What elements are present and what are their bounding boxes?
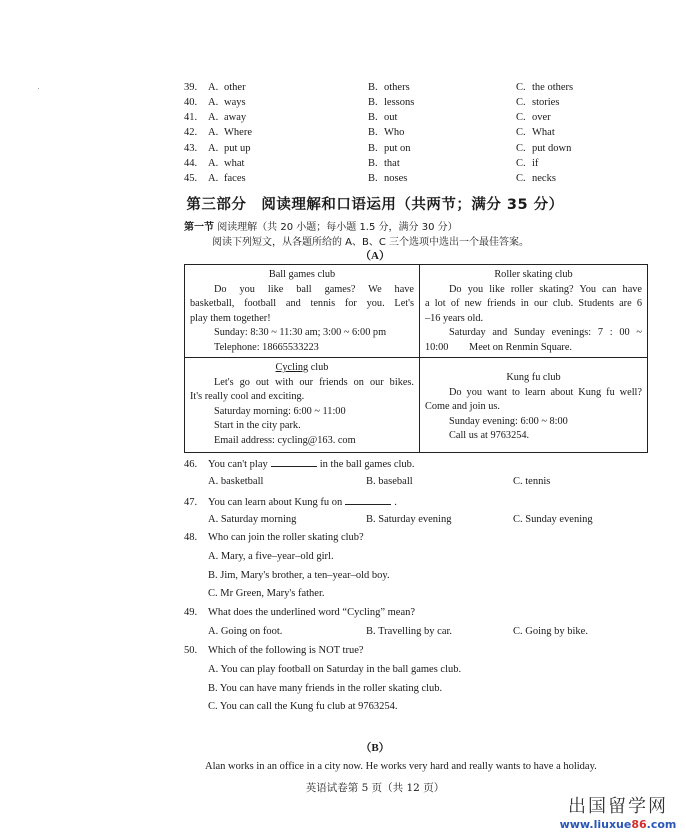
club-title: Roller skating club	[494, 269, 573, 280]
option-a: A. Saturday morning	[208, 514, 297, 525]
option-c: C. necks	[516, 173, 556, 184]
question-47: 47. You can learn about Kung fu on .	[184, 494, 397, 510]
passage-b-text: Alan works in an office in a city now. He works very hard and really wants to have a holiday.	[205, 761, 597, 772]
option-c: C. if	[516, 158, 539, 169]
option-a: A. Where	[208, 127, 252, 138]
option-b: B. out	[368, 112, 398, 123]
option-b: B. baseball	[366, 476, 413, 487]
answer-blank	[345, 494, 391, 505]
question-number: 39.	[184, 82, 198, 93]
club-schedule: Saturday morning: 6:00 ~ 11:00	[214, 405, 346, 417]
option-b: B. lessons	[368, 97, 415, 108]
club-contact: Telephone: 18665533223	[214, 341, 319, 353]
question-number: 44.	[184, 158, 198, 169]
underlined-word: Cycling	[275, 362, 309, 373]
club-location: Start in the city park.	[214, 420, 301, 432]
club-schedule: Sunday evening: 6:00 ~ 8:00	[449, 415, 568, 427]
part-heading: 第三部分 阅读理解和口语运用（共两节；满分 35 分）	[186, 197, 564, 213]
ball-games-club-cell	[185, 268, 419, 356]
clubs-table	[184, 264, 648, 453]
club-text: a lot of new friends in our club. Students are 6	[425, 298, 642, 310]
option-b: B. noses	[368, 173, 408, 184]
question-number: 48.	[184, 532, 198, 543]
section-1-header	[184, 218, 458, 233]
club-text: play them together!	[190, 312, 271, 324]
option-b: B. that	[368, 158, 400, 169]
club-location: 10:00 Meet on Renmin Square.	[425, 341, 572, 353]
club-text: basketball, football and tennis for you. Let's	[190, 298, 414, 310]
option-c: C. Mr Green, Mary's father.	[208, 588, 325, 599]
question-49: 49. What does the underlined word “Cycling” mean?	[184, 607, 416, 618]
option-c: C. tennis	[513, 476, 551, 487]
club-text: –16 years old.	[425, 312, 484, 324]
option-a: A. Going on foot.	[208, 626, 283, 637]
option-a: A. what	[208, 158, 245, 169]
cycling-club-cell	[185, 361, 419, 449]
option-row	[184, 157, 654, 171]
club-text: Do you want to learn about Kung fu well?	[449, 386, 642, 398]
option-b: B. You can have many friends in the roller skating club.	[208, 683, 443, 694]
question-number: 40.	[184, 97, 198, 108]
option-b: B. put on	[368, 143, 411, 154]
option-b: B. Jim, Mary's brother, a ten–year–old boy.	[208, 570, 390, 581]
page-footer: 英语试卷第 5 页（共 12 页）	[305, 782, 445, 794]
section-1-instruction: 阅读下列短文，从各题所给的 A、B、C 三个选项中选出一个最佳答案。	[212, 237, 530, 248]
option-b: B. Saturday evening	[366, 514, 452, 525]
option-row	[184, 81, 654, 95]
option-a: A. other	[208, 82, 246, 93]
question-46: 46. You can't play in the ball games club.	[184, 456, 415, 472]
option-row	[184, 126, 654, 140]
option-b: B. Travelling by car.	[366, 626, 453, 637]
club-text: Do you like roller skating? You can have	[449, 283, 642, 295]
section-1-subtitle: 阅读理解（共 20 小题；每小题 1.5 分，满分 30 分）	[217, 222, 458, 233]
watermark-name: 出国留学网	[568, 796, 668, 817]
passage-a-label: （A）	[360, 250, 390, 262]
club-schedule: Sunday: 8:30 ~ 11:30 am; 3:00 ~ 6:00 pm	[214, 327, 387, 339]
section-1-title: 第一节	[184, 222, 214, 233]
question-number: 41.	[184, 112, 198, 123]
club-schedule: Saturday and Sunday evenings: 7 : 00 ~	[449, 327, 642, 339]
question-47-options	[208, 513, 658, 527]
option-a: A. You can play football on Saturday in the ball games club.	[208, 664, 462, 675]
option-a: A. faces	[208, 173, 246, 184]
question-48: 48. Who can join the roller skating club?	[184, 532, 364, 543]
question-number: 42.	[184, 127, 198, 138]
option-row	[184, 96, 654, 110]
question-number: 45.	[184, 173, 198, 184]
question-number: 50.	[184, 645, 198, 656]
option-a: A. put up	[208, 143, 251, 154]
kung-fu-club-cell	[420, 371, 647, 444]
question-number: 43.	[184, 143, 198, 154]
passage-b-label: （B）	[360, 742, 390, 754]
club-title: Ball games club	[268, 269, 336, 280]
option-c: C. stories	[516, 97, 560, 108]
option-a: A. Mary, a five–year–old girl.	[208, 551, 334, 562]
option-c: C. the others	[516, 82, 574, 93]
option-row	[184, 111, 654, 125]
question-number: 49.	[184, 607, 198, 618]
option-c: C. Sunday evening	[513, 514, 593, 525]
option-a: A. basketball	[208, 476, 264, 487]
option-c: C. put down	[516, 143, 572, 154]
option-row	[184, 172, 654, 186]
question-50: 50. Which of the following is NOT true?	[184, 645, 364, 656]
roller-skating-club-cell	[420, 268, 647, 356]
option-c: C. You can call the Kung fu club at 9763254.	[208, 701, 398, 712]
club-text: Let's go out with our friends on our bikes.	[214, 376, 414, 388]
club-contact: Call us at 9763254.	[449, 430, 530, 442]
answer-blank	[271, 456, 317, 467]
question-46-options	[208, 475, 658, 489]
club-text: It's really cool and exciting.	[190, 391, 305, 403]
option-c: C. over	[516, 112, 551, 123]
question-number: 46.	[184, 459, 198, 470]
option-b: B. others	[368, 82, 410, 93]
option-b: B. Who	[368, 127, 405, 138]
table-divider-horizontal	[185, 357, 647, 358]
club-title: Cycling club	[275, 362, 329, 373]
club-title: Kung fu club	[506, 372, 561, 383]
watermark-url: www.liuxue86.com	[559, 818, 677, 831]
club-contact: Email address: cycling@163. com	[214, 434, 356, 446]
option-a: A. ways	[208, 97, 246, 108]
watermark	[548, 796, 686, 831]
option-a: A. away	[208, 112, 247, 123]
question-number: 47.	[184, 497, 198, 508]
scan-speck	[38, 88, 39, 89]
question-49-options	[208, 625, 658, 639]
option-c: C. What	[516, 127, 555, 138]
club-text: Do you like ball games? We have	[214, 283, 414, 295]
option-c: C. Going by bike.	[513, 626, 588, 637]
club-text: Come and join us.	[425, 401, 500, 413]
option-row	[184, 142, 654, 156]
